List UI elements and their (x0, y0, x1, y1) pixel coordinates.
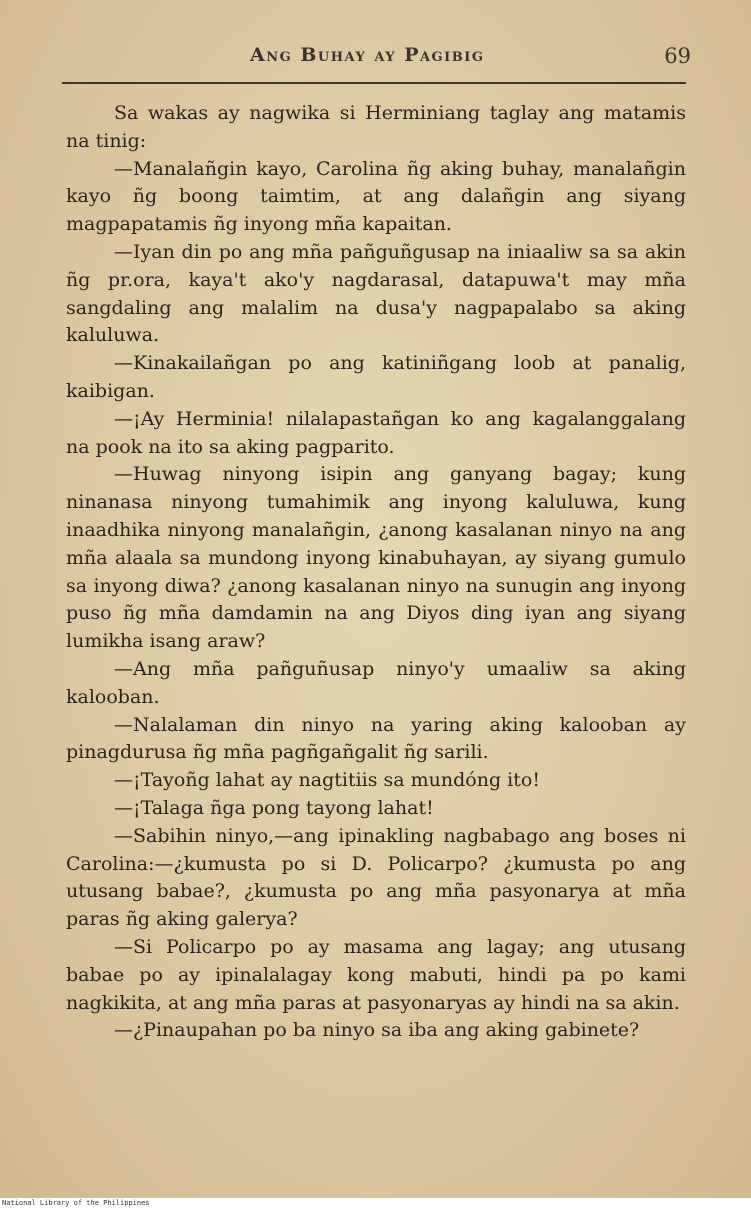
body-text (66, 100, 686, 1045)
attribution-footer (0, 1198, 751, 1208)
paragraph: —Nalalaman din ninyo na yaring aking kalooban ay pinagdurusa ñg mña pagñgañgalit ñg sarili. (66, 713, 686, 764)
paragraph: —¡Tayoñg lahat ay nagtitiis sa mundóng ito! (114, 769, 540, 792)
attribution-text: National Library of the Philippines (2, 1199, 150, 1207)
header-rule (62, 82, 686, 84)
paragraph: —¿Pinaupahan po ba ninyo sa iba ang aking gabinete? (114, 1019, 640, 1042)
paragraph: —Iyan din po ang mña pañguñgusap na iniaaliw sa sa akin ñg pr.ora, kaya't ako'y nagdarasal, datapuwa't may mña sangdaling ang malalim na dusa'y nagpapalabo sa aking kaluluwa. (66, 240, 686, 347)
paragraph: —Sabihin ninyo,—ang ipinakling nagbabago ang boses ni Carolina:—¿kumusta po si D. Policarpo? ¿kumusta po ang utusang babae?, ¿kumusta po ang mña pasyonarya at mña paras ñg aking galerya? (66, 824, 686, 931)
running-title: Ang Buhay ay Pagibig (250, 44, 485, 66)
page-number: 69 (664, 44, 691, 68)
paragraph: —Kinakailañgan po ang katiniñgang loob at panalig, kaibigan. (66, 352, 686, 402)
paragraph: —Si Policarpo po ay masama ang lagay; ang utusang babae po ay ipinalalagay kong mabuti, hindi pa po kami nagkikita, at ang mña paras at pasyonaryas ay hindi na sa akin. (66, 935, 686, 1014)
paragraph: Sa wakas ay nagwika si Herminiang taglay ang matamis na tinig: (66, 102, 686, 152)
paragraph: —Manalañgin kayo, Carolina ñg aking buhay, manalañgin kayo ñg boong taimtim, at ang dalañgin ang siyang magpapatamis ñg inyong mña kapaitan. (66, 157, 686, 236)
paragraph: —Ang mña pañguñusap ninyo'y umaaliw sa aking kalooban. (66, 657, 686, 708)
paragraph: —¡Talaga ñga pong tayong lahat! (114, 796, 434, 819)
page-header (60, 44, 691, 78)
paragraph: —¡Ay Herminia! nilalapastañgan ko ang kagalanggalang na pook na ito sa aking pagparito. (66, 407, 686, 458)
paragraph: —Huwag ninyong isipin ang ganyang bagay; kung ninanasa ninyong tumahimik ang inyong kaluluwa, kung inaadhika ninyong manalañgin, ¿anong kasalanan ninyo na ang mña alaala sa mundong inyong kinabuhayan, ay siyang gumulo sa inyong diwa? ¿anong kasalanan ninyo na sunugin ang inyong puso ñg mña damdamin na ang Diyos ding iyan ang siyang lumikha isang araw? (66, 463, 686, 653)
